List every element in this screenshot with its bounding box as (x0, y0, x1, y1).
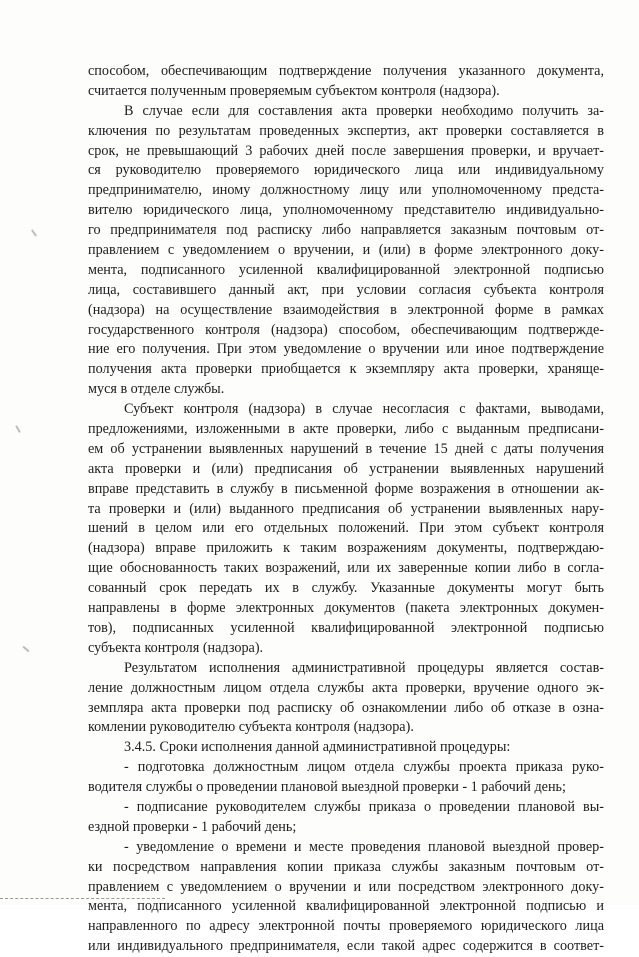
text-line: шений в целом или его отдельных положений. При этом субъект контроля (88, 520, 604, 537)
document-body (88, 62, 604, 957)
text-line: ление должностным лицом отдела службы акта проверки, вручение одного эк- (88, 679, 604, 696)
text-line: (надзора) вправе приложить к таким возражениям документы, подтверждаю- (88, 540, 604, 557)
text-line: правлением с уведомлением о вручении, и (или) в форме электронного доку- (88, 242, 604, 259)
text-line: го предпринимателя под расписку либо направляется заказным почтовым от- (88, 222, 604, 239)
text-line: (надзора) на осуществление взаимодействия в электронной форме в рамках (88, 301, 604, 318)
text-line: направлены в форме электронных документов (пакета электронных докумен- (88, 600, 604, 617)
text-line: лица, составившего данный акт, при условии согласия субъекта контроля (88, 281, 604, 298)
text-line: муся в отделе службы. (88, 381, 225, 398)
text-line: водителя службы о проведении плановой выездной проверки - 1 рабочий день; (88, 779, 566, 796)
scan-mark (15, 425, 21, 433)
text-line: считается полученным проверяемым субъектом контроля (надзора). (88, 82, 500, 99)
text-line: - уведомление о времени и месте проведения плановой выездной провер- (124, 838, 604, 855)
text-line: комлении руководителю субъекта контроля (надзора). (88, 719, 414, 736)
text-line: получения акта проверки приобщается к экземпляру акта проверки, хранящe- (88, 361, 604, 378)
text-line: или индивидуального предпринимателя, если такой адрес содержится в соответ- (88, 938, 604, 955)
text-line: срок, не превышающий 3 рабочих дней после завершения проверки, и вручает- (88, 142, 604, 159)
text-line: сованный срок передать их в службу. Указанные документы могут быть (88, 580, 604, 597)
text-line: правлением с уведомлением о вручении и или посредством электронного доку- (88, 878, 604, 895)
text-line: ем об устранении выявленных нарушений в течение 15 дней с даты получения (88, 440, 604, 457)
text-line: 3.4.5. Сроки исполнения данной административной процедуры: (124, 739, 511, 756)
text-line: земпляра акта проверки под расписку об ознакомлении либо об отказе в озна- (88, 699, 604, 716)
footer-rule (0, 898, 165, 899)
text-line: способом, обеспечивающим подтверждение получения указанного документа, (88, 63, 604, 79)
text-line: - подписание руководителем службы приказа о проведении плановой вы- (124, 798, 604, 815)
text-line: Результатом исполнения административной процедуры является состав- (124, 659, 604, 676)
text-line: субъекта контроля (надзора). (88, 639, 264, 656)
text-line: мента, подписанного усиленной квалифицированной электронной подписью и (88, 898, 604, 915)
text-line: государственного контроля (надзора) способом, обеспечивающим подтвержде- (88, 321, 604, 338)
text-line: предложениями, изложенными в акте проверки, либо с выданным предписани- (88, 421, 604, 438)
text-line: вителю юридического лица, уполномоченному представителю индивидуально- (88, 202, 604, 219)
scan-mark (22, 646, 29, 653)
scan-mark (31, 229, 37, 237)
text-line: предпринимателю, иному должностному лицу или уполномоченному предста- (88, 182, 604, 199)
text-line: щие обоснованность таких возражений, или их заверенные копии либо в согла- (88, 560, 604, 577)
text-line: тов), подписанных усиленной квалифицированной электронной подписью (88, 619, 604, 636)
text-line: акта проверки и (или) предписания об устранении выявленных нарушений (88, 460, 604, 477)
text-line: ки посредством направления копии приказа службы заказным почтовым от- (88, 858, 604, 875)
text-line: - подготовка должностным лицом отдела службы проекта приказа руко- (124, 759, 604, 776)
text-line: мента, подписанного усиленной квалифицированной электронной подписью (88, 261, 604, 278)
text-line: направленного по адресу электронной почты проверяемого юридического лица (88, 918, 604, 935)
text-line: ездной проверки - 1 рабочий день; (88, 818, 297, 835)
text-line: Субъект контроля (надзора) в случае несогласия с фактами, выводами, (124, 401, 604, 418)
text-line: вправе представить в службу в письменной форме возражения в отношении ак- (88, 480, 604, 497)
text-line: та проверки и (или) выданного предписания об устранении выявленных нару- (88, 500, 604, 517)
text-line: ся руководителю проверяемого юридического лица или индивидуальному (88, 162, 604, 179)
text-line: В случае если для составления акта проверки необходимо получить за- (124, 102, 604, 119)
text-line: ние его получения. При этом уведомление о вручении или иное подтверждение (88, 341, 604, 358)
text-line: ключения по результатам проведенных экспертиз, акт проверки составляется в (88, 122, 604, 139)
